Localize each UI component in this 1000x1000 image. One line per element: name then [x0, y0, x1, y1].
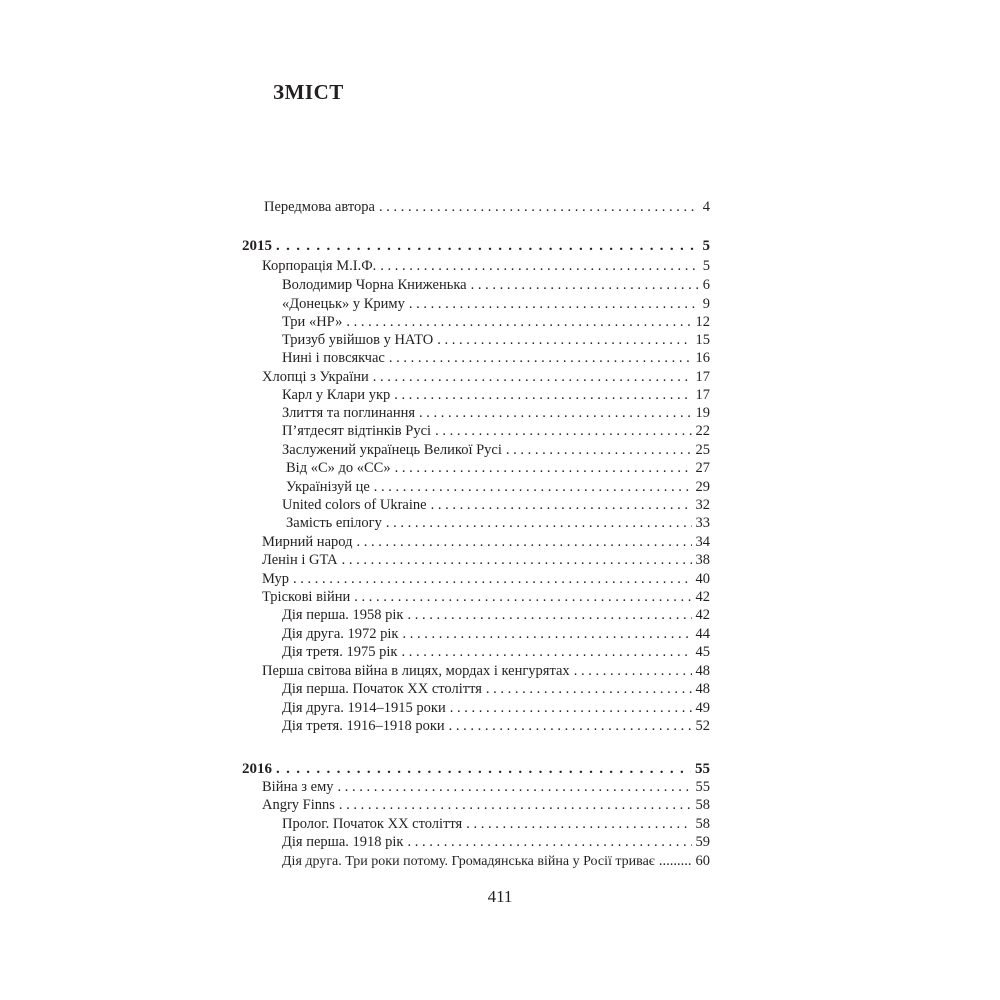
- toc-entry-label: Дія перша. 1958 рік: [282, 607, 404, 623]
- toc-entry-page: 12: [695, 314, 710, 330]
- toc-entry-page: 58: [695, 816, 710, 832]
- dot-leader: [471, 276, 699, 295]
- dot-leader: [356, 533, 691, 552]
- toc-entry-page: 33: [695, 515, 710, 531]
- toc-entry: [262, 796, 710, 815]
- toc-entry-label: Дія перша. Початок ХХ століття: [282, 681, 482, 697]
- dot-leader: [276, 237, 699, 256]
- toc-entry-label: Тризуб увійшов у НАТО: [282, 332, 434, 348]
- toc-entry-page: 42: [695, 607, 710, 623]
- dot-leader: [342, 551, 692, 570]
- toc-section-2016: [242, 760, 710, 779]
- toc-entry-label: Ленін і GTA: [262, 552, 338, 568]
- toc-entry-page: 5: [702, 258, 710, 274]
- toc-entry: [286, 459, 710, 478]
- toc-entry: [262, 551, 710, 570]
- toc-entry-page: 42: [695, 589, 710, 605]
- dot-leader: [431, 496, 692, 515]
- toc-entry-label: «Донецьк» у Криму: [282, 296, 405, 312]
- toc-entry-page: 48: [695, 663, 710, 679]
- toc-entry-label: United colors of Ukraine: [282, 497, 427, 513]
- dot-leader: [435, 422, 691, 441]
- toc-entry-label: Перша світова війна в лицях, мордах і кенгурятах: [262, 663, 570, 679]
- toc-entry-label: Angry Finns: [262, 797, 335, 813]
- toc-entry-label: Дія третя. 1916–1918 роки: [282, 718, 445, 734]
- dot-leader: [389, 349, 692, 368]
- toc-entry: [262, 257, 710, 276]
- toc-entry: [282, 699, 710, 718]
- toc-entry-label: Дія друга. 1972 рік: [282, 626, 399, 642]
- toc-entry-label: Мур: [262, 571, 290, 587]
- dot-leader: [394, 386, 691, 405]
- toc-entry-preface: [264, 198, 710, 217]
- toc-entry-page: 40: [695, 571, 710, 587]
- toc-entry-label: Тріскові війни: [262, 589, 351, 605]
- dot-leader: [338, 778, 692, 797]
- dot-leader: [276, 760, 691, 779]
- toc-entry: [282, 717, 710, 736]
- toc-entry: [262, 662, 710, 681]
- toc-section-year: 2016: [242, 761, 272, 777]
- toc-entry: [282, 441, 710, 460]
- dot-leader: [486, 680, 692, 699]
- toc-entry-label: Дія друга. 1914–1915 роки: [282, 700, 446, 716]
- toc-entry-page: 19: [695, 405, 710, 421]
- dot-leader: [379, 198, 699, 217]
- toc-entry: [282, 404, 710, 423]
- dot-leader: [506, 441, 692, 460]
- toc-entry: [262, 588, 710, 607]
- toc-entry-label: Карл у Клари укр: [282, 387, 391, 403]
- toc-entry-page: 45: [695, 644, 710, 660]
- toc-entry-page: 49: [695, 700, 710, 716]
- dot-leader: [407, 606, 691, 625]
- page-number: 411: [487, 887, 513, 906]
- toc-entry: [282, 313, 710, 332]
- toc-entry-label: П’ятдесят відтінків Русі: [282, 423, 432, 439]
- toc-entry: [282, 833, 710, 852]
- dot-leader: [449, 717, 692, 736]
- dot-leader: [346, 313, 691, 332]
- dot-leader: [354, 588, 691, 607]
- toc-entry: [282, 295, 710, 314]
- dot-leader: [380, 257, 698, 276]
- toc-entry: [282, 606, 710, 625]
- toc-entry-page: 60: [695, 853, 710, 869]
- toc-entry: [282, 276, 710, 295]
- dot-leader: [339, 796, 692, 815]
- toc-entry-page: 16: [695, 350, 710, 366]
- toc-entry: [282, 331, 710, 350]
- toc-section-year: 2015: [242, 238, 272, 254]
- toc-entry: [262, 570, 710, 589]
- toc-entry: [282, 386, 710, 405]
- toc-entry-page: 6: [702, 277, 710, 293]
- toc-entry-page: 27: [695, 460, 710, 476]
- toc-entry: [286, 514, 710, 533]
- dot-leader: [402, 625, 691, 644]
- toc-entry-label: Дія друга. Три роки потому. Громадянська війна у Росії триває: [282, 854, 655, 869]
- toc-entry-label: Дія третя. 1975 рік: [282, 644, 398, 660]
- toc-entry-label: Хлопці з України: [262, 369, 369, 385]
- toc-entry-label: Мирний народ: [262, 534, 353, 550]
- toc-entry: [282, 625, 710, 644]
- toc-entry: [282, 815, 710, 834]
- toc-entry-page: 38: [695, 552, 710, 568]
- toc-section-page: 5: [702, 238, 710, 254]
- toc-entry: [282, 422, 710, 441]
- toc-entry: [282, 852, 710, 871]
- page-title: ЗМІСТ: [273, 80, 344, 104]
- dot-leader: [409, 295, 699, 314]
- dot-leader: [419, 404, 691, 423]
- toc-entry-label: Корпорація М.І.Ф.: [262, 258, 377, 274]
- toc-entry-label: Три «НР»: [282, 314, 343, 330]
- dot-leader: [401, 643, 691, 662]
- dot-leader: [374, 478, 692, 497]
- toc-entry-page: 4: [702, 199, 710, 215]
- toc-entry: [282, 349, 710, 368]
- toc-entry-page: 22: [695, 423, 710, 439]
- toc-entry-label: Злиття та поглинання: [282, 405, 416, 421]
- toc-entry-page: 32: [695, 497, 710, 513]
- toc-entry-label: Пролог. Початок ХХ століття: [282, 816, 463, 832]
- dot-leader: [395, 459, 692, 478]
- toc-entry-page: 29: [695, 479, 710, 495]
- toc-entry-page: 17: [695, 369, 710, 385]
- toc-entry: [282, 680, 710, 699]
- toc-entry-page: 52: [695, 718, 710, 734]
- toc-entry-label: Передмова автора: [264, 199, 375, 215]
- toc-entry-page: 15: [695, 332, 710, 348]
- dot-leader: [466, 815, 691, 834]
- dot-leader: [450, 699, 692, 718]
- toc-entry: [262, 368, 710, 387]
- toc-entry: [282, 643, 710, 662]
- dot-leader: [386, 514, 692, 533]
- toc-section-page: 55: [695, 761, 710, 777]
- dot-leader: [437, 331, 691, 350]
- toc-entry-label: Дія перша. 1918 рік: [282, 834, 404, 850]
- toc-entry-label: Від «С» до «СС»: [286, 460, 391, 476]
- toc-entry-page: 48: [695, 681, 710, 697]
- toc-entry-page: 9: [702, 296, 710, 312]
- toc-entry-page: 25: [695, 442, 710, 458]
- toc-entry-label: Війна з ему: [262, 779, 334, 795]
- toc-entry: [282, 496, 710, 515]
- dot-leader: [293, 570, 691, 589]
- dot-leader: [373, 368, 692, 387]
- toc-entry-label: Замість епілогу: [286, 515, 382, 531]
- toc-entry-page: 55: [695, 779, 710, 795]
- toc-entry-label: Заслужений українець Великої Русі: [282, 442, 502, 458]
- toc-entry-page: 44: [695, 626, 710, 642]
- toc-entry: [262, 533, 710, 552]
- toc-entry-label: Нині і повсякчас: [282, 350, 385, 366]
- toc-entry-label: Українізуй це: [286, 479, 370, 495]
- toc-entry: [286, 478, 710, 497]
- dot-leader: [659, 852, 692, 871]
- toc-entry-page: 34: [695, 534, 710, 550]
- toc-entry-page: 17: [695, 387, 710, 403]
- toc-section-2015: [242, 237, 710, 256]
- toc-entry: [262, 778, 710, 797]
- toc-entry-label: Володимир Чорна Книженька: [282, 277, 467, 293]
- dot-leader: [407, 833, 691, 852]
- toc-entry-page: 58: [695, 797, 710, 813]
- dot-leader: [574, 662, 692, 681]
- toc-entry-page: 59: [695, 834, 710, 850]
